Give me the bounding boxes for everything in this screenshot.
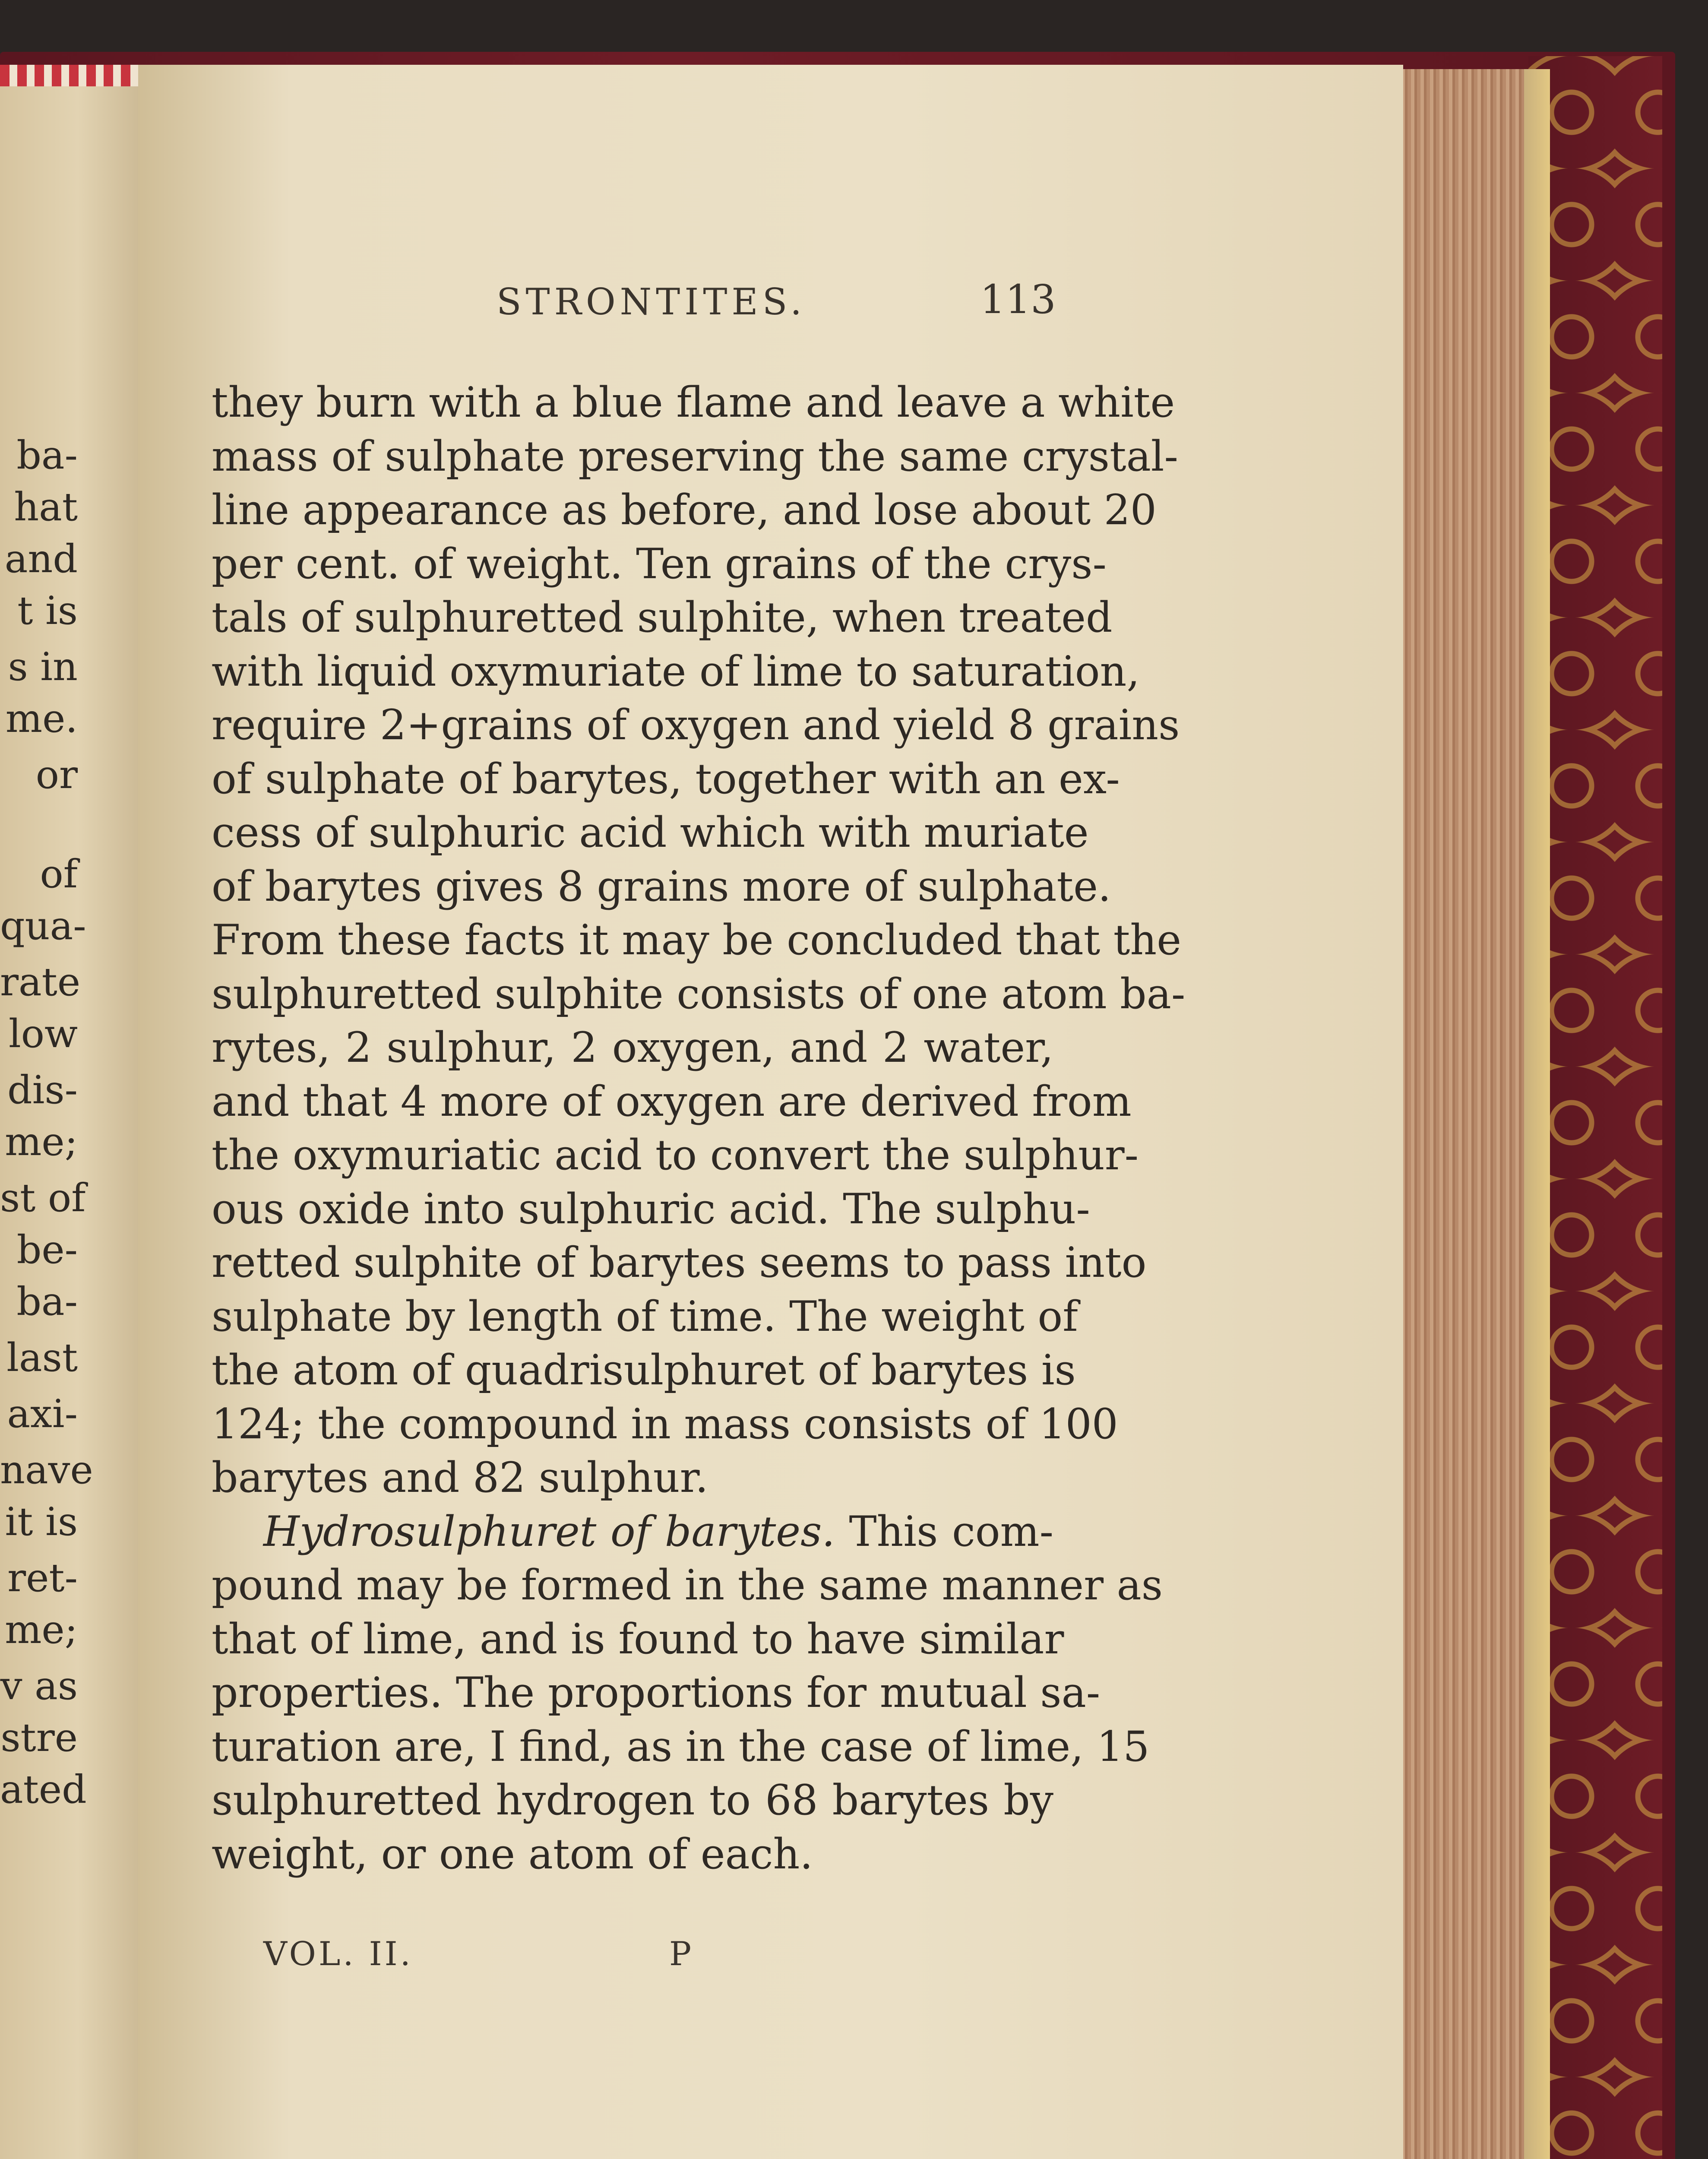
left-page-fragment: dis- <box>7 1067 78 1113</box>
text-line: From these facts it may be concluded that the <box>212 916 1182 964</box>
text-line: of barytes gives 8 grains more of sulphate. <box>212 862 1111 911</box>
text-line: pound may be formed in the same manner as <box>212 1561 1163 1609</box>
left-page-fragment: low <box>8 1011 78 1057</box>
left-page-fragment: me; <box>5 1607 78 1652</box>
text-line: sulphuretted hydrogen to 68 barytes by <box>212 1776 1053 1824</box>
signature-mark: P <box>669 1934 694 1973</box>
text-line: cess of sulphuric acid which with muriate <box>212 808 1089 857</box>
left-page-fragment: s in <box>8 644 78 690</box>
volume-mark: VOL. II. <box>263 1934 413 1973</box>
left-page-fragment: ba- <box>16 433 78 478</box>
left-page-fragment: rate <box>0 959 81 1005</box>
paragraph-section <box>212 1558 1163 1881</box>
left-page-fragment: last <box>6 1335 78 1380</box>
text-line: they burn with a blue flame and leave a white <box>212 378 1175 427</box>
left-page-fragment: me. <box>5 696 78 741</box>
left-page-fragment: t is <box>17 588 78 633</box>
left-page-fragment: ated <box>0 1767 87 1812</box>
text-line: mass of sulphate preserving the same crystal- <box>212 432 1178 481</box>
left-page-fragment: and <box>4 536 78 582</box>
text-line: per cent. of weight. Ten grains of the crys- <box>212 539 1107 588</box>
left-page-fragment: stre <box>0 1715 78 1760</box>
left-page-fragment: or <box>35 752 78 798</box>
section-first-line <box>212 1505 1053 1559</box>
left-page-fragment: ret- <box>7 1555 78 1601</box>
left-page-fragment: ba- <box>16 1279 78 1324</box>
text-line: line appearance as before, and lose about 20 <box>212 486 1157 534</box>
text-line: sulphate by length of time. The weight of <box>212 1292 1078 1341</box>
text-line: properties. The proportions for mutual sa- <box>212 1668 1101 1717</box>
text-line: barytes and 82 sulphur. <box>212 1453 709 1502</box>
paragraph-main <box>212 376 1186 1505</box>
left-page-fragment: st of <box>0 1175 86 1221</box>
left-page-fragment: hat <box>14 484 78 530</box>
left-page-fragment: me; <box>5 1119 78 1165</box>
text-line: of sulphate of barytes, together with an ex- <box>212 754 1120 803</box>
left-page-fragment: v as <box>0 1663 78 1709</box>
text-line: that of lime, and is found to have similar <box>212 1615 1064 1663</box>
text-line: retted sulphite of barytes seems to pass into <box>212 1238 1147 1287</box>
text-line: ous oxide into sulphuric acid. The sulphu- <box>212 1184 1090 1233</box>
left-page-fragment: qua- <box>0 903 86 949</box>
page-number: 113 <box>980 276 1056 323</box>
left-page-fragment: of <box>40 852 78 897</box>
section-heading: Hydrosulphuret of barytes. <box>263 1507 835 1556</box>
text-line: require 2+grains of oxygen and yield 8 grains <box>212 701 1180 749</box>
section-first-line-rest: This com- <box>849 1507 1054 1556</box>
text-line: the oxymuriatic acid to convert the sulphur- <box>212 1131 1139 1179</box>
body-text <box>212 376 1186 1881</box>
text-line: 124; the compound in mass consists of 100 <box>212 1399 1118 1448</box>
text-line: turation are, I find, as in the case of lime, 15 <box>212 1722 1150 1771</box>
left-page-fragment: nave <box>0 1447 93 1493</box>
text-line: rytes, 2 sulphur, 2 oxygen, and 2 water, <box>212 1023 1053 1072</box>
text-line: weight, or one atom of each. <box>212 1830 813 1878</box>
left-page <box>0 86 155 2159</box>
left-page-fragment: be- <box>16 1227 78 1273</box>
left-page-fragment: axi- <box>7 1391 78 1437</box>
left-page-fragment: it is <box>5 1499 78 1545</box>
text-line: the atom of quadrisulphuret of barytes is <box>212 1346 1076 1394</box>
text-line: sulphuretted sulphite consists of one atom ba- <box>212 969 1186 1018</box>
text-line: tals of sulphuretted sulphite, when treated <box>212 593 1113 642</box>
running-head: STRONTITES. <box>497 281 806 323</box>
text-line: and that 4 more of oxygen are derived from <box>212 1077 1132 1126</box>
text-line: with liquid oxymuriate of lime to saturation, <box>212 647 1140 696</box>
